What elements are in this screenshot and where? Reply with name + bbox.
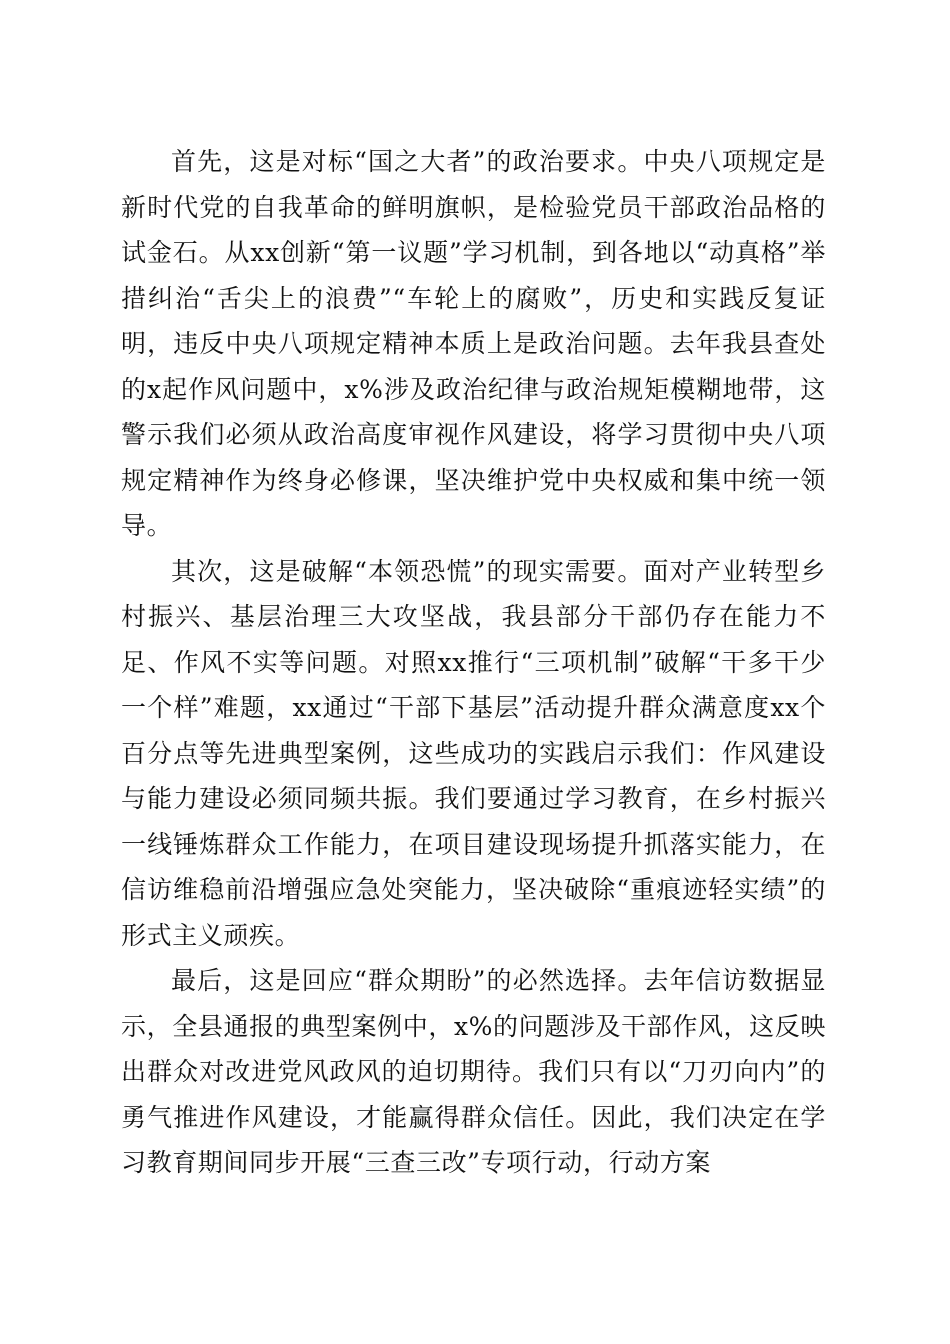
- paragraph-public-expectation: 最后，这是回应“群众期盼”的必然选择。去年信访数据显示，全县通报的典型案例中，x%的问题涉及干部作风，这反映出群众对改进党风政风的迫切期待。我们只有以“刀刃向内”的勇气推进作风建设，才能赢得群众信任。因此，我们决定在学习教育期间同步开展“三查三改”专项行动，行动方案: [121, 966, 826, 1177]
- document-body: [121, 139, 826, 1186]
- paragraph-political-requirement: 首先，这是对标“国之大者”的政治要求。中央八项规定是新时代党的自我革命的鲜明旗帜，是检验党员干部政治品格的试金石。从xx创新“第一议题”学习机制，到各地以“动真格”举措纠治“舌尖上的浪费”“车轮上的腐败”，历史和实践反复证明，违反中央八项规定精神本质上是政治问题。去年我县查处的x起作风问题中，x%涉及政治纪律与政治规矩模糊地带，这警示我们必须从政治高度审视作风建设，将学习贯彻中央八项规定精神作为终身必修课，坚决维护党中央权威和集中统一领导。: [121, 147, 826, 540]
- paragraph-practical-need: 其次，这是破解“本领恐慌”的现实需要。面对产业转型乡村振兴、基层治理三大攻坚战，我县部分干部仍存在能力不足、作风不实等问题。对照xx推行“三项机制”破解“干多干少一个样”难题，xx通过“干部下基层”活动提升群众满意度xx个百分点等先进典型案例，这些成功的实践启示我们：作风建设与能力建设必须同频共振。我们要通过学习教育，在乡村振兴一线锤炼群众工作能力，在项目建设现场提升抓落实能力，在信访维稳前沿增强应急处突能力，坚决破除“重痕迹轻实绩”的形式主义顽疾。: [121, 556, 826, 950]
